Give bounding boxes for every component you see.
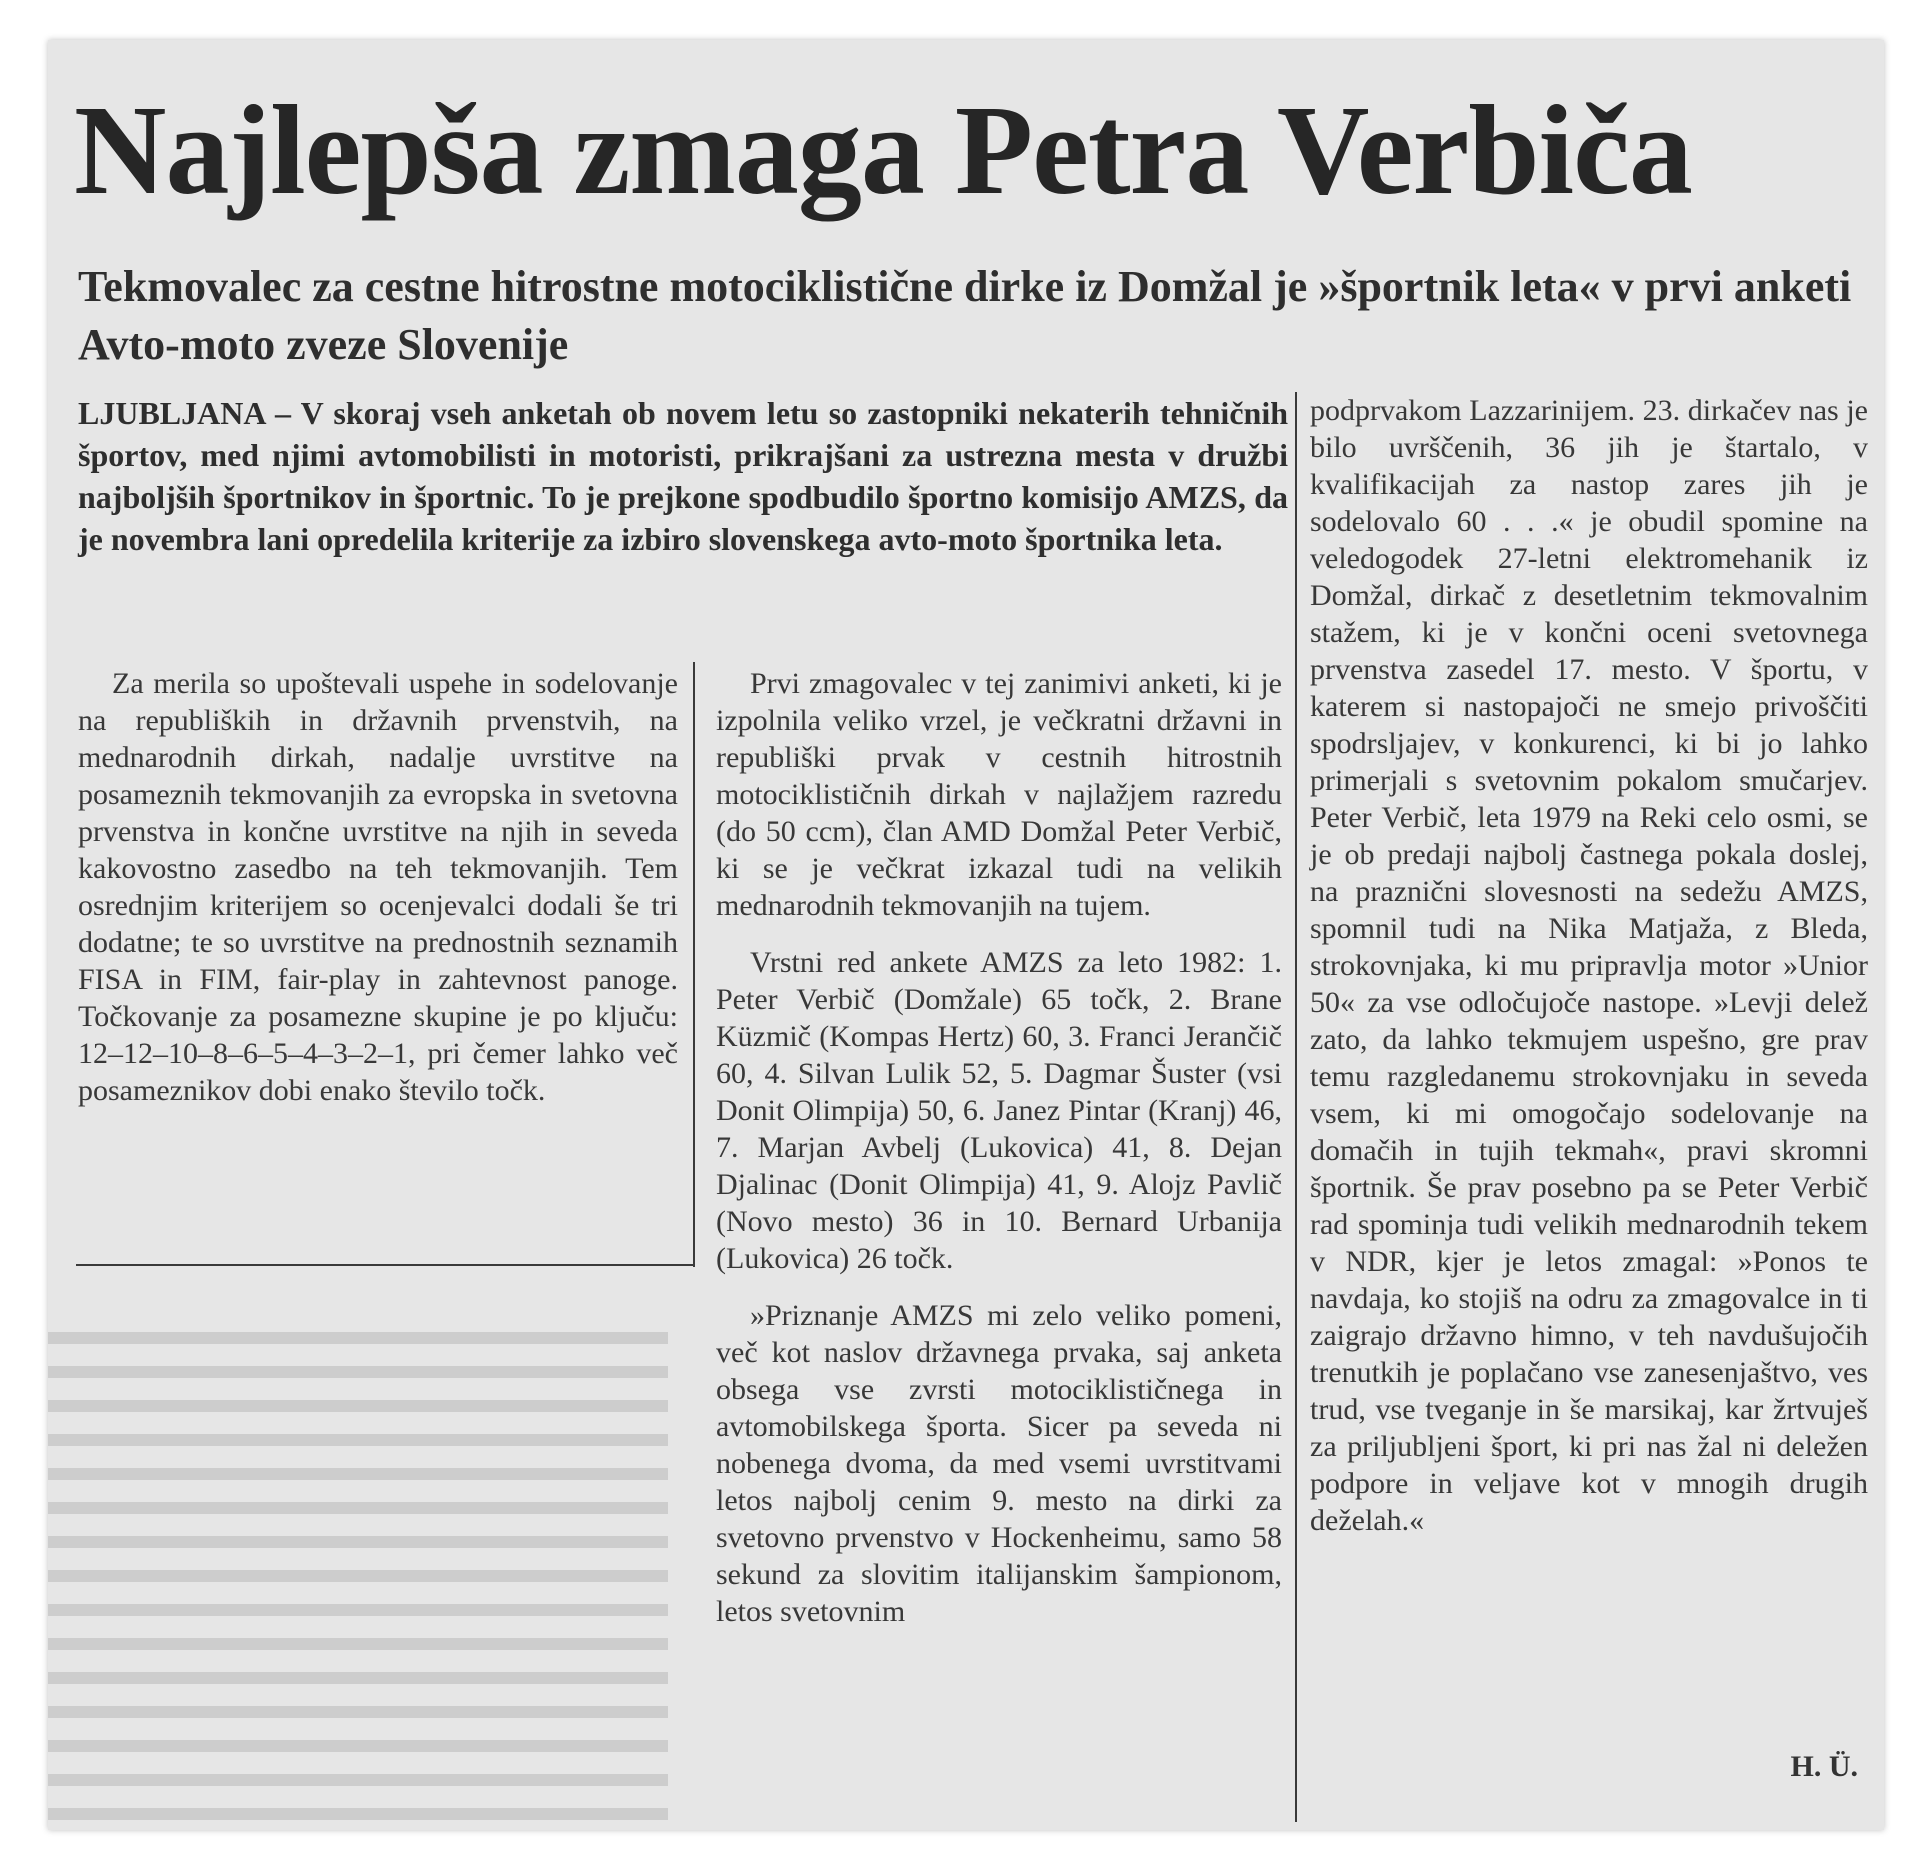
column-1-bottom-rule	[76, 1264, 694, 1266]
headline: Najlepša zmaga Petra Verbiča	[74, 79, 1692, 221]
lead-paragraph: LJUBLJANA – V skoraj vseh anketah ob novem letu so zastopniki nekaterih tehničnih športov, med njimi avtomobilisti in motoristi, prikrajšani za ustrezna mesta v družbi najboljših športnikov in športnic. To je prejkone spodbudilo športno komisijo AMZS, da je novembra lani opredelila kriterije za izbiro slovenskega avto-moto športnika leta.	[78, 395, 1288, 557]
column-2-paragraph-1: Prvi zmagovalec v tej zanimivi anketi, ki je izpolnila veliko vrzel, je večkratni državni in republiški prvak v cestnih hitrostnih motociklističnih dirkah v najlažjem razredu (do 50 ccm), član AMD Domžal Peter Verbič, ki se je večkrat izkazal tudi na velikih mednarodnih tekmovanjih na tujem.	[716, 667, 1282, 922]
author-signature: H. Ü.	[1790, 1750, 1858, 1783]
column-1-paragraph-1: Za merila so upoštevali uspehe in sodelovanje na republiških in državnih prvenstvih, na mednarodnih dirkah, nadalje uvrstitve na posameznih tekmovanjih za evropska in svetovna prvenstva in končne uvrstitve na njih in seveda kakovostno zasedbo na teh tekmovanjih. Tem osrednjim kriterijem so ocenjevalci dodali še tri dodatne; te so uvrstitve na prednostnih seznamih FISA in FIM, fair-play in zahtevnost panoge. Točkovanje za posamezne skupine je po ključu: 12–12–10–8–6–5–4–3–2–1, pri čemer lahko več posameznikov dobi enako število točk.	[78, 667, 678, 1107]
subheadline: Tekmovalec za cestne hitrostne motociklistične dirke iz Domžal je »športnik leta« v prvi anketi Avto-moto zveze Slovenije	[78, 262, 1852, 369]
column-2	[716, 665, 1282, 1650]
column-3-paragraph-1: podprvakom Lazzarinijem. 23. dirkačev nas je bilo uvrščenih, 36 jih je štartalo, v kvalifikacijah za nastop zares jih je sodelovalo 60 . . .« je obudil spomine na veledogodek 27-letni elektromehanik iz Domžal, dirkač z desetletnim tekmovalnim stažem, ki je v končni oceni svetovnega prvenstva zasedel 17. mesto. V športu, v katerem si nastopajoči ne smejo privoščiti spodrsljajev, v konkurenci, ki bi jo lahko primerjali s svetovnim pokalom smučarjev. Peter Verbič, leta 1979 na Reki celo osmi, se je ob predaji najbolj častnega pokala doslej, na praznični slovesnosti na sedežu AMZS, spomnil tudi na Nika Matjaža, z Bleda, strokovnjaka, ki mu pripravlja motor »Unior 50« za vse odločujoče nastope. »Levji delež zato, da lahko tekmujem uspešno, gre prav temu razgledanemu strokovnjaku in seveda vsem, ki mi omogočajo sodelovanje na domačih in tujih tekmah«, pravi skromni športnik. Še prav posebno pa se Peter Verbič rad spominja tudi velikih mednarodnih tekem v NDR, kjer je letos zmagal: »Ponos te navdaja, ko stojiš na odru za zmagovalce in ti zaigrajo državno himno, v teh navdušujočih trenutkih je poplačano vse zanesenjaštvo, ves trud, vse tveganje in še marsikaj, kar žrtvuješ za priljubljeni šport, ki pri nas žal ni deležen podpore in veljave kot v mnogih drugih deželah.«	[1310, 394, 1868, 1537]
column-divider-left	[693, 662, 695, 1267]
newspaper-clipping	[48, 40, 1884, 1830]
show-through-stripes	[48, 1310, 668, 1830]
column-2-paragraph-2: Vrstni red ankete AMZS za leto 1982: 1. Peter Verbič (Domžale) 65 točk, 2. Brane Küzmič (Kompas Hertz) 60, 3. Franci Jerančič 60, 4. Silvan Lulik 52, 5. Dagmar Šuster (vsi Donit Olimpija) 50, 6. Janez Pintar (Kranj) 46, 7. Marjan Avbelj (Lukovica) 41, 8. Dejan Djalinac (Donit Olimpija) 41, 9. Alojz Pavlič (Novo mesto) 36 in 10. Bernard Urbanija (Lukovica) 26 točk.	[716, 946, 1282, 1275]
column-2-paragraph-3: »Priznanje AMZS mi zelo veliko pomeni, več kot naslov državnega prvaka, saj anketa obsega vse zvrsti motociklističnega in avtomobilskega športa. Sicer pa seveda ni nobenega dvoma, da med vsemi uvrstitvami letos najbolj cenim 9. mesto na dirki za svetovno prvenstvo v Hockenheimu, samo 58 sekund za slovitim italijanskim šampionom, letos svetovnim	[716, 1299, 1282, 1628]
column-1	[78, 665, 678, 1109]
column-3	[1310, 392, 1868, 1539]
column-divider-right	[1295, 392, 1297, 1822]
